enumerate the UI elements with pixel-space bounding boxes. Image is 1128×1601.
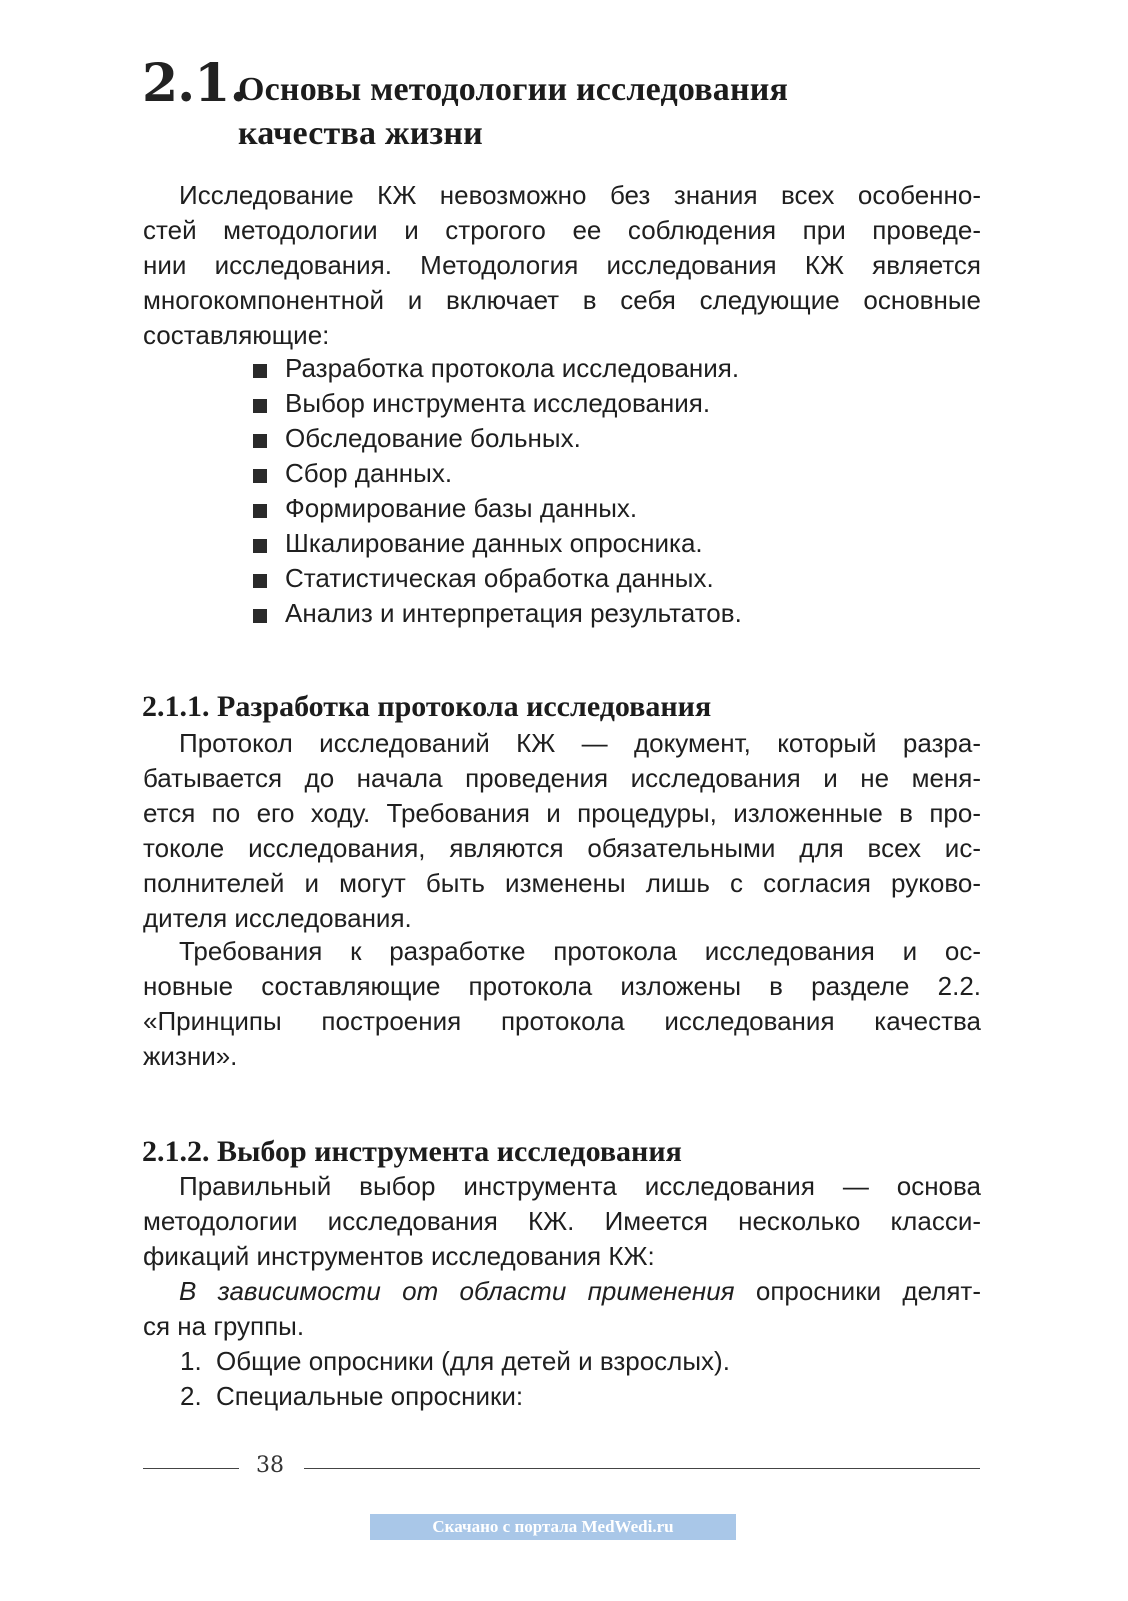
- chapter-title-line-1: Основы методологии исследования: [238, 71, 789, 108]
- square-bullet-icon: [253, 364, 267, 378]
- text-line: методологии исследования КЖ. Имеется несколько класси-: [143, 1206, 981, 1236]
- list-item-text: Сбор данных.: [285, 458, 453, 488]
- numbered-item: [180, 1344, 730, 1379]
- text-line: «Принципы построения протокола исследования качества: [143, 1006, 981, 1036]
- download-watermark: Скачано с портала MedWedi.ru: [370, 1514, 736, 1540]
- numbered-item: [180, 1379, 730, 1414]
- square-bullet-icon: [253, 399, 267, 413]
- item-number: 2.: [180, 1381, 202, 1411]
- text-line: дителя исследования.: [143, 903, 412, 933]
- text-line: стей методологии и строгого ее соблюдения при проведе-: [143, 215, 981, 245]
- chapter-title-line-2: качества жизни: [238, 115, 483, 152]
- list-item-text: Шкалирование данных опросника.: [285, 528, 703, 558]
- page-number: 38: [256, 1453, 284, 1478]
- text-line: Правильный выбор инструмента исследования — основа: [179, 1171, 981, 1201]
- list-item: [253, 526, 742, 561]
- text-line: полнителей и могут быть изменены лишь с согласия руково-: [143, 868, 981, 898]
- text-line: нии исследования. Методология исследования КЖ является: [143, 250, 981, 280]
- item-number: 1.: [180, 1346, 202, 1376]
- chapter-number: 2.1.: [142, 53, 247, 114]
- list-item-text: Анализ и интерпретация результатов.: [285, 598, 742, 628]
- square-bullet-icon: [253, 609, 267, 623]
- text-line: ся на группы.: [143, 1311, 305, 1341]
- square-bullet-icon: [253, 539, 267, 553]
- square-bullet-icon: [253, 574, 267, 588]
- text-line: [143, 1274, 981, 1309]
- text-line: Требования к разработке протокола исследования и ос-: [179, 936, 981, 966]
- text-line: Исследование КЖ невозможно без знания всех особенно-: [179, 180, 981, 210]
- list-item: [253, 421, 742, 456]
- text-line: токоле исследования, являются обязательными для всех ис-: [143, 833, 981, 863]
- list-item: [253, 561, 742, 596]
- footer-rule-right: [304, 1468, 980, 1469]
- square-bullet-icon: [253, 434, 267, 448]
- section-1-paragraph-1: [143, 726, 981, 936]
- square-bullet-icon: [253, 504, 267, 518]
- section-2-paragraph-1: [143, 1169, 981, 1274]
- list-item: [253, 456, 742, 491]
- components-list: [253, 351, 742, 631]
- square-bullet-icon: [253, 469, 267, 483]
- list-item-text: Разработка протокола исследования.: [285, 353, 740, 383]
- text-line: жизни».: [143, 1041, 238, 1071]
- list-item-text: Формирование базы данных.: [285, 493, 638, 523]
- list-item: [253, 351, 742, 386]
- section-heading-2-1-1: 2.1.1. Разработка протокола исследования: [142, 690, 712, 723]
- item-text: Специальные опросники:: [216, 1381, 524, 1411]
- questionnaire-groups-list: [180, 1344, 730, 1414]
- item-text: Общие опросники (для детей и взрослых).: [216, 1346, 730, 1376]
- text-line: фикаций инструментов исследования КЖ:: [143, 1241, 655, 1271]
- text-fragment: опросники делят-: [734, 1276, 981, 1306]
- list-item: [253, 491, 742, 526]
- list-item: [253, 596, 742, 631]
- list-item-text: Выбор инструмента исследования.: [285, 388, 711, 418]
- text-line: Протокол исследований КЖ — документ, который разра-: [179, 728, 981, 758]
- section-1-paragraph-2: [143, 934, 981, 1074]
- footer-rule-left: [143, 1468, 239, 1469]
- chapter-title: [238, 68, 788, 156]
- section-2-paragraph-2: [143, 1274, 981, 1344]
- text-line: многокомпонентной и включает в себя следующие основные: [143, 285, 981, 315]
- intro-paragraph: [143, 178, 981, 353]
- italic-phrase: В зависимости от области применения: [179, 1276, 735, 1306]
- section-heading-2-1-2: 2.1.2. Выбор инструмента исследования: [142, 1135, 682, 1168]
- list-item-text: Обследование больных.: [285, 423, 581, 453]
- text-line: ется по его ходу. Требования и процедуры, изложенные в про-: [143, 798, 981, 828]
- text-line: новные составляющие протокола изложены в разделе 2.2.: [143, 971, 981, 1001]
- list-item: [253, 386, 742, 421]
- text-line: батывается до начала проведения исследования и не меня-: [143, 763, 981, 793]
- text-line: составляющие:: [143, 320, 330, 350]
- list-item-text: Статистическая обработка данных.: [285, 563, 714, 593]
